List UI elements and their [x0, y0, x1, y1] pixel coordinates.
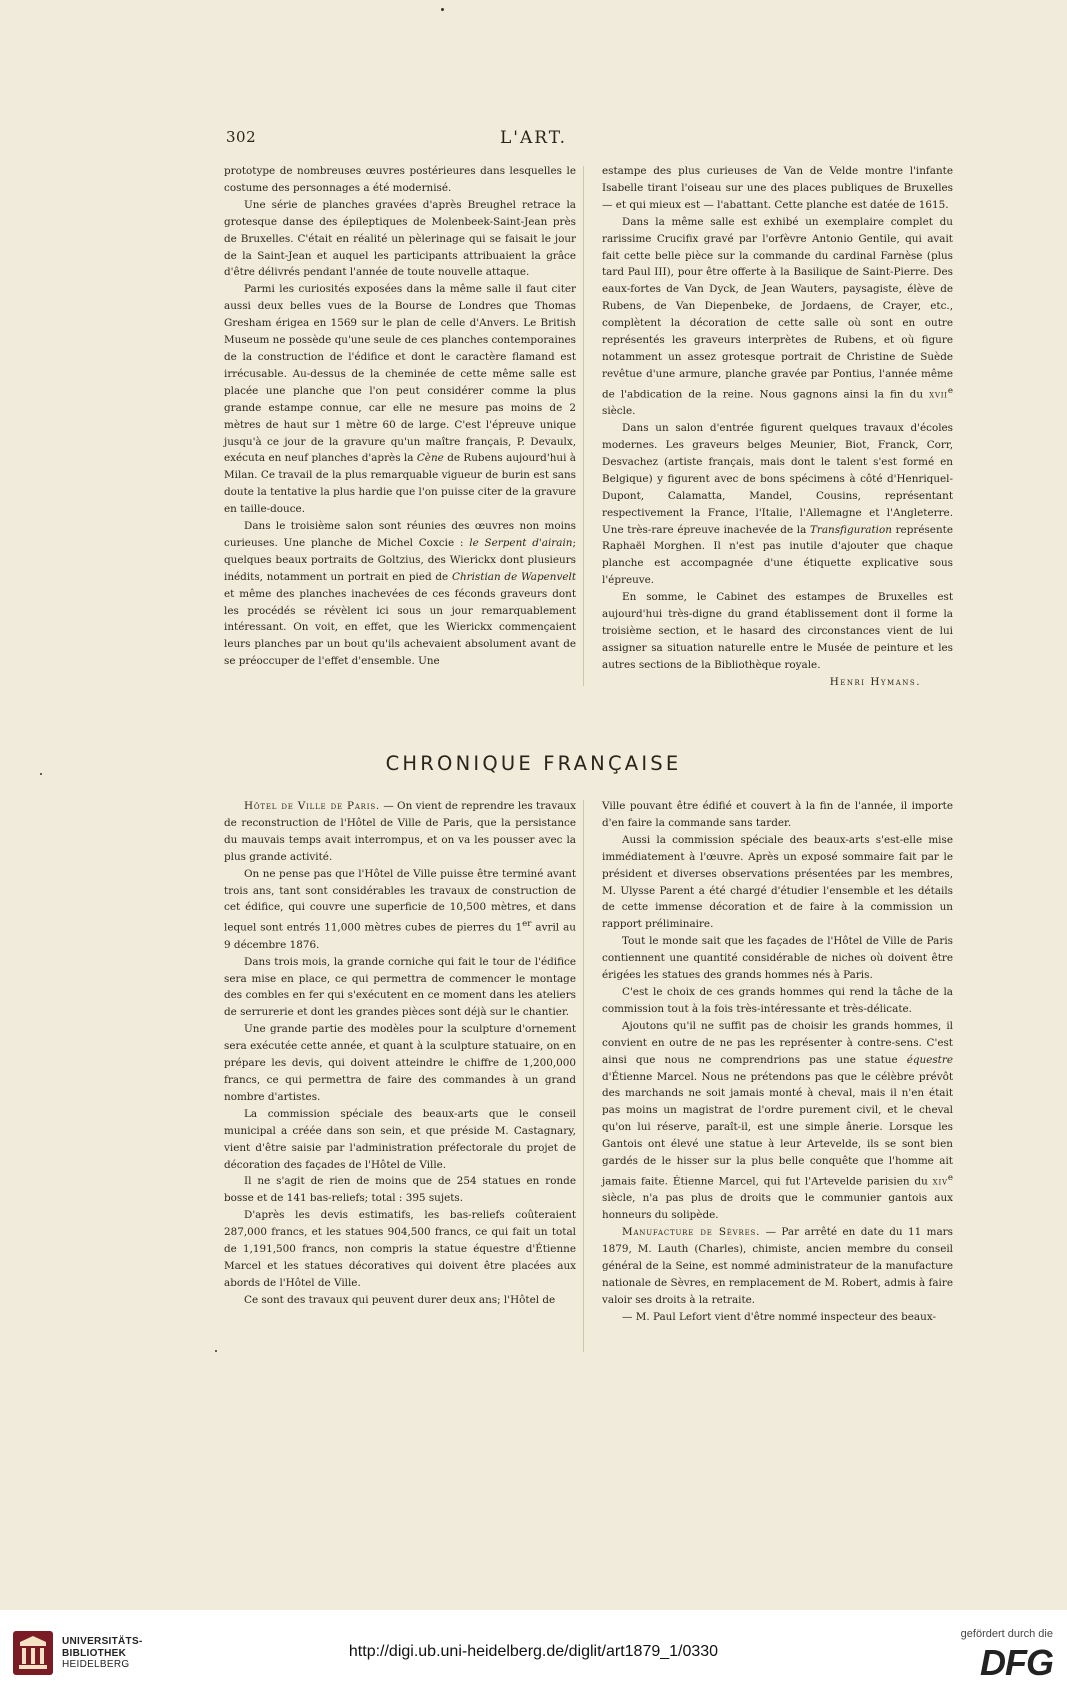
scan-speck — [215, 1350, 217, 1352]
paragraph: Ville pouvant être édifié et couvert à la fin de l'année, il importe d'en faire la commande sans tarder. — [602, 800, 953, 829]
italic-word: équestre — [906, 1053, 953, 1066]
paragraph — [224, 281, 576, 518]
paragraph: — M. Paul Lefort vient d'être nommé inspecteur des beaux- — [622, 1310, 937, 1323]
library-line: BIBLIOTHEK — [62, 1647, 127, 1659]
permalink[interactable]: http://digi.ub.uni-heidelberg.de/diglit/art1879_1/0330 — [348, 1643, 719, 1660]
paragraph: prototype de nombreuses œuvres postérieures dans lesquelles le costume des personnages a été modernisé. — [224, 165, 576, 194]
superscript: e — [947, 1172, 954, 1183]
text-run: Dans le troisième salon sont réunies des œuvres non moins curieuses. Une planche de Michel Coxcie : — [224, 520, 576, 549]
author-signature: Henri Hymans. — [829, 675, 921, 688]
dfg-logo: DFG — [980, 1642, 1053, 1683]
paragraph — [602, 1018, 953, 1224]
text-run: et même des planches inachevées de ces féconds graveurs dont les procédés se révèlent ici sous un jour remarquablement intéressant. On voit, en effet, que les Wierickx commençaient leurs planches par un bout qu'ils achevaient absolument avant de se préoccuper de l'effet d'ensemble. Une — [224, 587, 576, 668]
paragraph: C'est le choix de ces grands hommes qui rend la tâche de la commission tout à la fois très-intéressante et très-délicate. — [602, 985, 953, 1015]
library-line: UNIVERSITÄTS- — [62, 1636, 143, 1647]
paragraph — [224, 866, 576, 954]
italic-title: Transfiguration — [809, 523, 892, 536]
running-title: L'ART. — [500, 128, 567, 148]
running-head — [0, 128, 1067, 148]
paragraph: estampe des plus curieuses de Van de Velde montre l'infante Isabelle tirant l'oiseau sur une des places publiques de Bruxelles — et qui mieux est — l'abattant. Cette planche est datée de 1615. — [602, 165, 953, 211]
top-left-column — [224, 163, 576, 670]
superscript: er — [522, 919, 532, 930]
rubric-heading: Manufacture de Sèvres. — [622, 1226, 761, 1239]
ordinal: 1 — [515, 921, 523, 934]
paragraph: Dans trois mois, la grande corniche qui fait le tour de l'édifice sera mise en place, ce qui permettra de commencer le montage des combles en fer qui s'exécutent en ce moment dans les ateliers de serrurerie et dont les grandes pièces sont déjà sur le chantier. — [224, 955, 576, 1019]
column-rule — [583, 166, 584, 686]
text-run: On ne pense pas que l'Hôtel de Ville puisse être terminé avant trois ans, tant sont considérables les travaux de construction de cet édifice, qui couvre une superficie de 10,500 mètres, et dans lequel sont entrés 11,000 mètres cubes de pierres du — [224, 867, 576, 934]
text-run: avril au 9 décembre 1876. — [224, 921, 576, 951]
paragraph — [602, 1224, 953, 1309]
chronique-left-column — [224, 798, 576, 1309]
section-heading: CHRONIQUE FRANÇAISE — [385, 752, 682, 775]
paragraph: Une série de planches gravées d'après Breughel retrace la grotesque danse des épileptiques de Molenbeek-Saint-Jean près de Bruxelles. C'était en réalité un pèlerinage qui se faisait le jour de la Saint-Jean et auquel les participants attribuaient la grâce d'être délivrés pendant l'année de toute nouvelle attaque. — [224, 198, 576, 279]
page-number: 302 — [226, 128, 257, 146]
text-run: — On vient de reprendre les travaux de reconstruction de l'Hôtel de Ville de Paris, que la persistance du mauvais temps avait interrompus, et on va les pousser avec la plus grande activité. — [224, 800, 576, 863]
paragraph: D'après les devis estimatifs, les bas-reliefs coûteraient 287,000 francs, et les statues 904,500 francs, ce qui fait un total de 1,191,500 francs, non compris la statue équestre d'Étienne Marcel et les statues décoratives qui doivent être placées aux abords de l'Hôtel de Ville. — [224, 1209, 576, 1289]
century: xiv — [932, 1175, 948, 1188]
digitization-footer — [0, 1610, 1067, 1691]
text-run: Dans la même salle est exhibé un exemplaire complet du rarissime Crucifix gravé par l'orfèvre Antonio Gentile, qui avait fait cette belle pièce sur la commande du cardinal Farnèse (plus tard Paul III), pour être offerte à la Basilique de Saint-Pierre. Des eaux-fortes de Van Dyck, de Jean Wauters, paysagiste, élève de Rubens, de Van Diepenbeke, de Jordaens, de Crayer, etc., complètent la décoration de cette salle où sont en outre représentés les graveurs interprètes de Rubens, et où figure notamment un assez grotesque portrait de Christine de Suède revêtue d'une armure, planche gravée par Pontius, l'année même de l'abdication de la reine. Nous gagnons ainsi la fin du — [602, 215, 953, 401]
paragraph: Une grande partie des modèles pour la sculpture d'ornement sera exécutée cette année, et quant à la sculpture statuaire, on en prépare les devis, qui doivent atteindre le chiffre de 1,200,000 francs, ce qui permettra de faire des commandes à un grand nombre d'artistes. — [224, 1023, 576, 1103]
column-rule — [583, 800, 584, 1352]
superscript: e — [947, 385, 953, 396]
paragraph — [602, 214, 953, 420]
paragraph: Dans le troisième salon sont réunies des œuvres non moins curieuses. Une planche de Michel Coxcie : le Serpent d'airain; quelques beaux portraits de Goltzius, des Wierickx dont plusieurs inédits, notamment un portrait en pied de Christian de Wapenvelt et même des planches inachevées de ces féconds graveurs dont les procédés se révèlent ici sous un jour remarquablement intéressant. On voit, en effet, que les Wierickx commençaient leurs planches par un bout qu'ils achevaient absolument avant de se préoccuper de l'effet d'ensemble. Une — [224, 520, 576, 668]
text-run: de Rubens aujourd'hui à Milan. Ce travail de la plus remarquable vigueur de burin est sans doute la tentative la plus hardie que l'on puisse citer de la gravure en taille-douce. — [224, 452, 576, 516]
paragraph: Ce sont des travaux qui peuvent durer deux ans; l'Hôtel de — [244, 1293, 556, 1306]
rubric-heading: Hôtel de Ville de Paris. — [244, 800, 381, 812]
text-run: Ajoutons qu'il ne suffit pas de choisir les grands hommes, il convient en outre de ne pas les représenter à contre-sens. C'est ainsi que nous ne comprendrions pas une statue — [602, 1019, 953, 1066]
century: xvii — [929, 388, 948, 401]
paragraph: Tout le monde sait que les façades de l'Hôtel de Ville de Paris contiennent une quantité considérable de niches où doivent être érigées les statues des grands hommes nés à Paris. — [602, 935, 953, 982]
italic-title: Cène — [416, 452, 444, 465]
paragraph: La commission spéciale des beaux-arts que le conseil municipal a créée dans son sein, et que préside M. Castagnary, vient d'être saisie par l'administration préfectorale du projet de décoration des façades de l'Hôtel de Ville. — [224, 1107, 576, 1171]
paragraph: Aussi la commission spéciale des beaux-arts s'est-elle mise immédiatement à l'œuvre. Après un exposé sommaire fait par le président et diverses observations présentées par les membres, M. Ulysse Parent a été chargé d'étudier l'ensemble et les détails de cette immense décoration et de faire à la commission un rapport préliminaire. — [602, 833, 953, 931]
text-run: siècle, n'a pas plus de droits que le communier gantois aux honneurs du solipède. — [602, 1192, 953, 1222]
text-run: — Par arrêté en date du 11 mars 1879, M. Lauth (Charles), chimiste, ancien membre du conseil général de la Seine, est nommé administrateur de la manufacture nationale de Sèvres, en remplacement de M. Robert, admis à faire valoir ses droits à la retraite. — [602, 1226, 953, 1306]
paragraph: Il ne s'agit de rien de moins que de 254 statues en ronde bosse et de 141 bas-reliefs; total : 395 sujets. — [224, 1175, 576, 1205]
paragraph — [224, 798, 576, 866]
text-run: quelques beaux portraits de Goltzius, des Wierickx dont plusieurs inédits, notamment un portrait en pied de — [224, 553, 576, 583]
chronique-right-column — [602, 798, 953, 1326]
text-run: d'Étienne Marcel. Nous ne prétendons pas que le célèbre prévôt des marchands ne soit jamais monté à cheval, mais il n'en était pas moins un magistrat de l'ordre purement civil, et le cheval qu'on lui réserve, paraît-il, est une simple ânerie. Lorsque les Gantois ont élevé une statue à leur Artevelde, ils se sont bien gardés de le hisser sur la plus belle conquête que l'homme ait jamais faite. Étienne Marcel, qui fut l'Artevelde parisien du — [602, 1070, 953, 1188]
paragraph — [602, 420, 953, 589]
text-run: Parmi les curiosités exposées dans la même salle il faut citer aussi deux belles vues de la Bourse de Londres que Thomas Gresham érigea en 1569 sur le plan de celle d'Anvers. Le British Museum ne possède qu'une seule de ces planches contemporaines de la construction de l'édifice et dont le caractère flamand est irrécusable. Au-dessus de la cheminée de cette même salle est placée une planche que l'on peut considérer comme la plus grande estampe connue, car elle ne mesure pas moins de 2 mètres de haut sur 1 mètre 60 de large. C'est l'épreuve unique jusqu'à ce jour de la gravure qu'un maître français, P. Devaulx, exécuta en neuf planches d'après la — [224, 283, 576, 465]
funder-caption: gefördert durch die — [960, 1628, 1053, 1640]
top-right-column — [602, 163, 953, 691]
text-run: représente Raphaël Morghen. Il n'est pas inutile d'ajouter que chaque planche est accompagnée d'une étiquette explicative sous l'épreuve. — [602, 523, 953, 587]
text-run: Dans un salon d'entrée figurent quelques travaux d'écoles modernes. Les graveurs belges Meunier, Biot, Franck, Corr, Desvachez (artiste français, mais dont le talent s'est formé en Belgique) y figurent avec de bons spécimens à côté d'Henriquel-Dupont, Calamatta, Mandel, Cousins, représentant respectivement la France, l'Italie, l'Allemagne et l'Angleterre. Une très-rare épreuve inachevée de la — [602, 422, 953, 536]
library-line: HEIDELBERG — [62, 1659, 130, 1670]
scan-speck — [441, 8, 444, 11]
italic-title: Christian de Wapenvelt — [452, 570, 576, 583]
text-run: siècle. — [602, 405, 636, 418]
italic-title: le Serpent d'airain — [469, 536, 573, 549]
paragraph: En somme, le Cabinet des estampes de Bruxelles est aujourd'hui très-digne du grand établissement dont il forme la troisième section, et le hasard des circonstances vient de lui assigner sa situation naturelle entre le Musée de peinture et les autres sections de la Bibliothèque royale. — [602, 591, 953, 671]
